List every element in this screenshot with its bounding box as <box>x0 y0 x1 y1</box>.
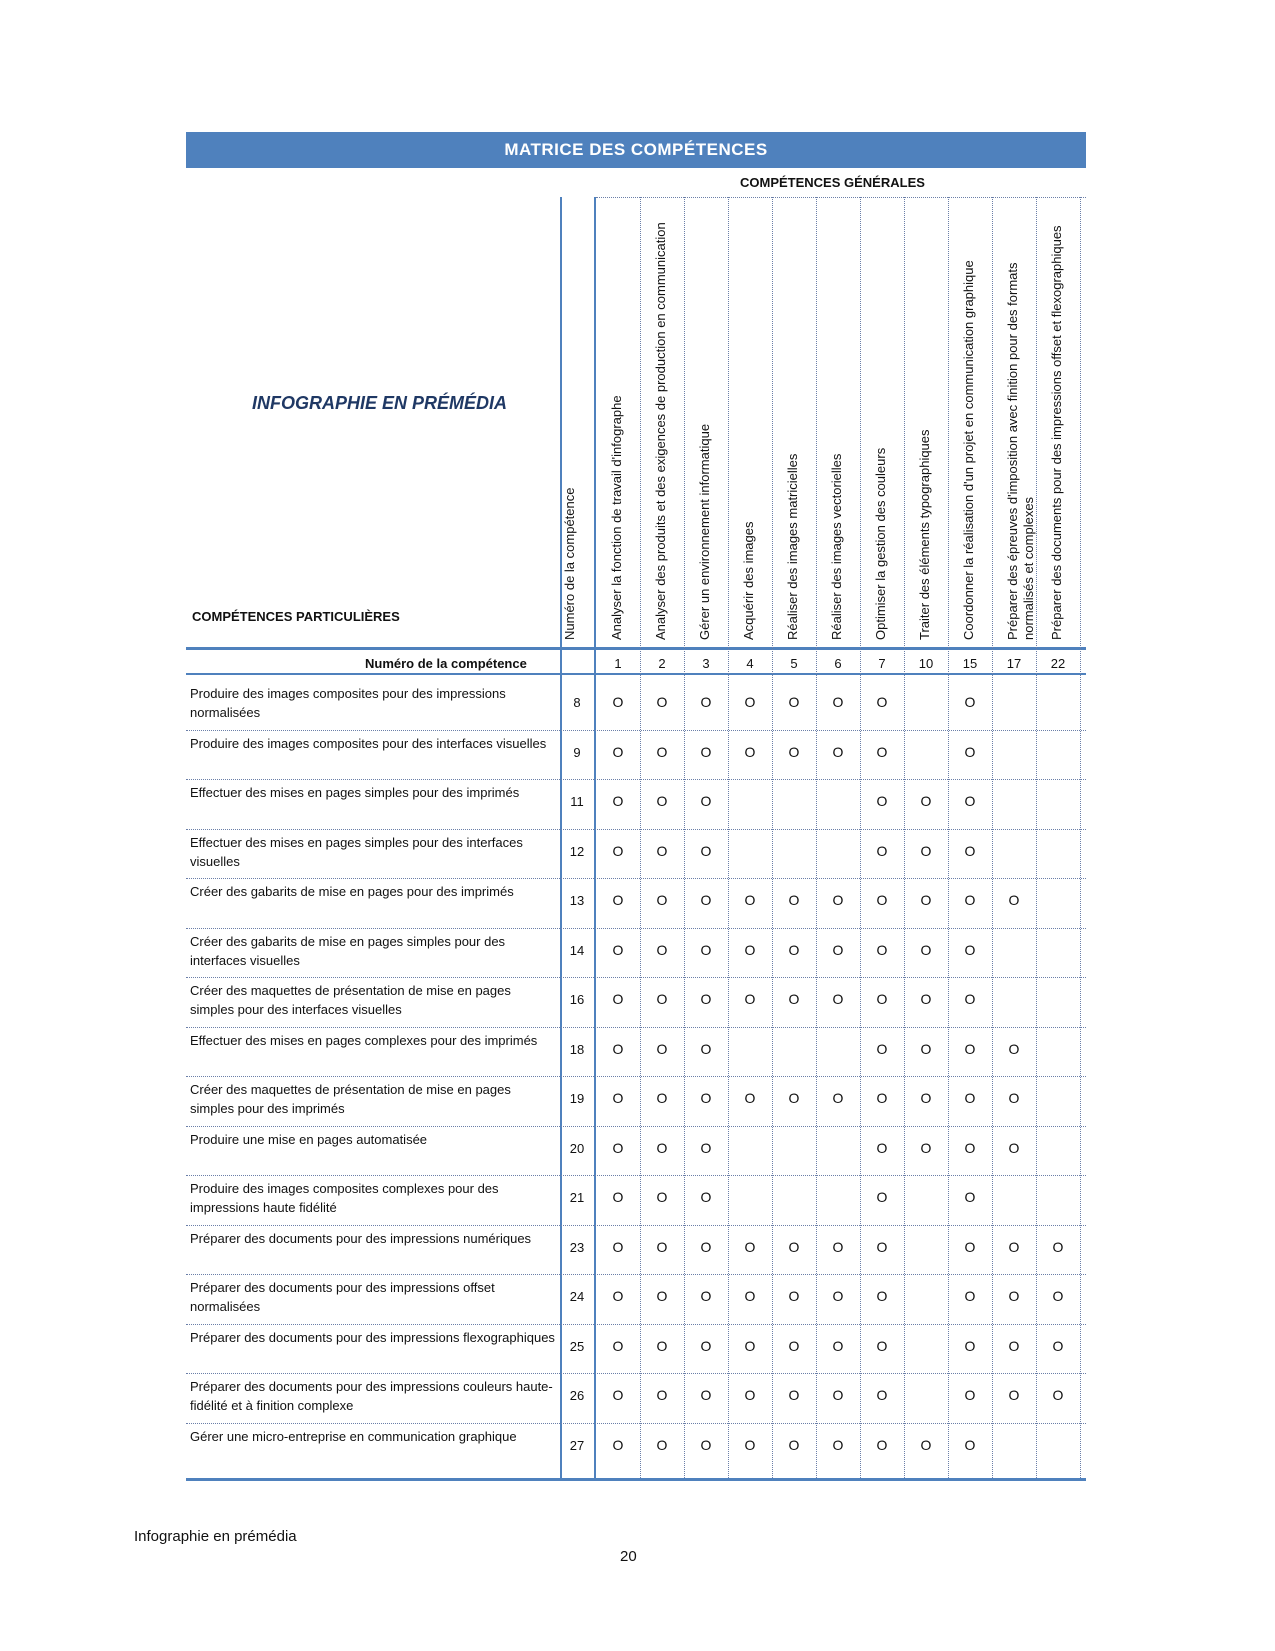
matrix-mark: O <box>1008 1387 1020 1403</box>
matrix-mark: O <box>744 1288 756 1304</box>
footer-page-number: 20 <box>620 1548 637 1565</box>
general-competency-number: 22 <box>1050 656 1066 671</box>
particular-competency-text: Produire des images composites pour des impressions normalisées <box>190 686 506 720</box>
matrix-mark: O <box>612 991 624 1007</box>
column-separator <box>684 197 685 1478</box>
matrix-mark: O <box>744 1090 756 1106</box>
particular-competency-text: Effectuer des mises en pages simples pour des imprimés <box>190 785 520 800</box>
matrix-mark: O <box>656 1387 668 1403</box>
matrix-mark: O <box>832 1337 844 1354</box>
matrix-mark: O <box>920 842 932 859</box>
matrix-mark: O <box>964 694 976 710</box>
matrix-mark: O <box>612 694 624 710</box>
matrix-mark: O <box>700 1337 712 1354</box>
particular-competency-number: 8 <box>573 695 581 710</box>
matrix-mark: O <box>920 892 932 908</box>
general-competency-label: Réaliser des images matricielles <box>785 453 800 640</box>
row-separator <box>186 1175 1086 1176</box>
matrix-mark: O <box>700 1238 712 1255</box>
matrix-mark: O <box>700 1288 712 1304</box>
general-competency-label: Analyser la fonction de travail d'infographe <box>609 395 624 640</box>
matrix-mark: O <box>656 1337 668 1354</box>
particular-competency-text: Effectuer des mises en pages simples pour des interfaces visuelles <box>190 834 523 869</box>
matrix-mark: O <box>876 1387 888 1403</box>
header-rule <box>186 647 1086 650</box>
matrix-mark: O <box>964 1090 976 1106</box>
matrix-mark: O <box>612 842 624 859</box>
matrix-mark: O <box>700 743 712 760</box>
matrix-mark: O <box>744 1387 756 1403</box>
particular-competency-number: 19 <box>569 1091 585 1106</box>
row-separator <box>186 1076 1086 1077</box>
general-competency-number: 10 <box>918 656 934 671</box>
general-competency-label: Traiter des éléments typographiques <box>917 429 932 640</box>
particular-competency-number: 23 <box>569 1239 585 1255</box>
matrix-mark: O <box>700 991 712 1007</box>
number-row-label: Numéro de la compétence <box>365 656 527 671</box>
matrix-mark: O <box>964 1436 976 1453</box>
matrix-mark: O <box>1008 1337 1020 1354</box>
row-separator <box>186 1027 1086 1028</box>
particular-competency-text: Produire une mise en pages automatisée <box>190 1131 428 1147</box>
matrix-mark: O <box>656 1288 668 1304</box>
matrix-mark: O <box>920 1090 932 1106</box>
matrix-mark: O <box>656 991 668 1007</box>
particular-competency-number: 21 <box>569 1190 585 1205</box>
matrix-mark: O <box>876 1337 888 1354</box>
matrix-mark: O <box>656 1189 668 1205</box>
number-column-left-rule <box>560 197 562 1478</box>
matrix-mark: O <box>876 1436 888 1453</box>
column-separator <box>772 197 773 1478</box>
number-column-right-rule <box>594 197 596 1478</box>
matrix-mark: O <box>788 1238 800 1255</box>
matrix-mark: O <box>964 842 976 859</box>
row-separator <box>186 779 1086 780</box>
matrix-mark: O <box>612 1436 624 1453</box>
document-title: INFOGRAPHIE EN PRÉMÉDIA <box>252 393 508 413</box>
particular-competency-text: Produire des images composites complexes pour des impressions haute fidélité <box>190 1181 499 1215</box>
matrix-mark: O <box>832 1436 844 1453</box>
particular-competency-text: Préparer des documents pour des impressions offset normalisées <box>190 1280 495 1314</box>
general-competency-number: 6 <box>834 656 842 671</box>
number-column-header: Numéro de la compétence <box>562 487 577 640</box>
matrix-mark: O <box>1008 892 1020 908</box>
column-separator <box>728 197 729 1478</box>
matrix-mark: O <box>964 1337 976 1354</box>
row-separator <box>186 1324 1086 1325</box>
particular-competency-number: 16 <box>569 992 585 1007</box>
particular-competency-text: Produire des images composites pour des interfaces visuelles <box>190 735 547 751</box>
matrix-mark: O <box>964 941 976 958</box>
matrix-mark: O <box>744 892 756 908</box>
general-competency-label: Réaliser des images vectorielles <box>829 453 844 640</box>
particular-competencies-header: COMPÉTENCES PARTICULIÈRES <box>192 609 400 624</box>
matrix-mark: O <box>656 941 668 958</box>
matrix-mark: O <box>964 743 976 760</box>
matrix-mark: O <box>656 892 668 908</box>
matrix-mark: O <box>832 892 844 908</box>
matrix-mark: O <box>964 1040 976 1057</box>
particular-competency-text: Préparer des documents pour des impressions flexographiques <box>190 1329 555 1345</box>
matrix-mark: O <box>744 991 756 1007</box>
matrix-mark: O <box>964 1387 976 1403</box>
general-competency-label: Préparer des épreuves d'imposition avec finition pour des formats normalisés et complexes <box>1005 262 1036 640</box>
particular-competency-text: Créer des gabarits de mise en pages simples pour des interfaces visuelles <box>190 933 506 968</box>
matrix-mark: O <box>656 842 668 859</box>
general-competency-label: Acquérir des images <box>741 521 756 640</box>
matrix-mark: O <box>612 1238 624 1255</box>
particular-competency-text: Créer des maquettes de présentation de mise en pages simples pour des imprimés <box>190 1082 511 1116</box>
matrix-mark: O <box>920 1040 932 1057</box>
matrix-mark: O <box>1052 1238 1064 1255</box>
matrix-mark: O <box>788 694 800 710</box>
matrix-mark: O <box>876 1189 888 1205</box>
column-separator <box>992 197 993 1478</box>
matrix-mark: O <box>1052 1288 1064 1304</box>
matrix-mark: O <box>876 793 888 809</box>
matrix-mark: O <box>920 793 932 809</box>
matrix-mark: O <box>920 991 932 1007</box>
matrix-mark: O <box>920 941 932 958</box>
matrix-mark: O <box>832 1387 844 1403</box>
column-separator <box>860 197 861 1478</box>
general-competency-number: 5 <box>790 656 798 671</box>
matrix-mark: O <box>656 1238 668 1255</box>
general-competency-number: 7 <box>878 656 886 671</box>
particular-competency-text: Préparer des documents pour des impressions numériques <box>190 1230 532 1246</box>
matrix-mark: O <box>876 1040 888 1057</box>
matrix-mark: O <box>876 892 888 908</box>
matrix-mark: O <box>788 991 800 1007</box>
matrix-mark: O <box>700 842 712 859</box>
matrix-mark: O <box>832 1090 844 1106</box>
matrix-mark: O <box>832 991 844 1007</box>
matrix-mark: O <box>744 743 756 760</box>
column-separator <box>816 197 817 1478</box>
matrix-mark: O <box>964 892 976 908</box>
matrix-mark: O <box>832 694 844 710</box>
row-separator <box>186 730 1086 731</box>
general-competency-label: Coordonner la réalisation d'un projet en communication graphique <box>961 260 976 640</box>
matrix-mark: O <box>876 1288 888 1304</box>
matrix-mark: O <box>700 1040 712 1057</box>
matrix-mark: O <box>744 941 756 958</box>
matrix-mark: O <box>1008 1139 1020 1156</box>
matrix-mark: O <box>700 694 712 710</box>
matrix-mark: O <box>656 1436 668 1453</box>
particular-competency-number: 18 <box>569 1041 585 1057</box>
general-competency-number: 4 <box>746 656 754 671</box>
matrix-mark: O <box>876 1139 888 1156</box>
general-competency-label: Gérer un environnement informatique <box>697 423 712 640</box>
matrix-mark: O <box>920 1436 932 1453</box>
table-bottom-rule <box>186 1478 1086 1481</box>
matrix-mark: O <box>876 1090 888 1106</box>
matrix-mark: O <box>788 941 800 958</box>
matrix-mark: O <box>1008 1288 1020 1304</box>
matrix-mark: O <box>744 1238 756 1255</box>
matrix-mark: O <box>832 941 844 958</box>
particular-competency-number: 14 <box>569 942 585 958</box>
particular-competency-number: 25 <box>569 1338 585 1354</box>
general-competency-number: 3 <box>702 656 710 671</box>
matrix-mark: O <box>656 793 668 809</box>
matrix-mark: O <box>612 1139 624 1156</box>
matrix-mark: O <box>612 892 624 908</box>
title-bar <box>186 132 1086 168</box>
row-separator <box>186 1126 1086 1127</box>
matrix-mark: O <box>788 1288 800 1304</box>
matrix-mark: O <box>744 1436 756 1453</box>
particular-competency-number: 26 <box>569 1388 585 1403</box>
matrix-mark: O <box>832 1288 844 1304</box>
general-competency-number: 17 <box>1006 656 1022 671</box>
general-competency-number: 1 <box>614 656 622 671</box>
row-separator <box>186 1274 1086 1275</box>
matrix-mark: O <box>964 1238 976 1255</box>
matrix-mark: O <box>612 1387 624 1403</box>
column-separator <box>640 197 641 1478</box>
matrix-mark: O <box>612 793 624 809</box>
matrix-mark: O <box>612 743 624 760</box>
matrix-mark: O <box>700 1189 712 1205</box>
matrix-mark: O <box>964 1139 976 1156</box>
matrix-mark: O <box>612 941 624 958</box>
matrix-mark: O <box>788 1090 800 1106</box>
particular-competency-text: Créer des maquettes de présentation de mise en pages simples pour des interfaces visuelles <box>190 983 511 1017</box>
row-separator <box>186 1373 1086 1374</box>
matrix-mark: O <box>876 842 888 859</box>
particular-competency-text: Gérer une micro-entreprise en communication graphique <box>190 1428 517 1444</box>
number-row-rule <box>186 673 1086 675</box>
row-separator <box>186 1225 1086 1226</box>
footer-program: Infographie en prémédia <box>134 1528 297 1545</box>
particular-competency-text: Effectuer des mises en pages complexes pour des imprimés <box>190 1032 538 1048</box>
general-competency-label: Préparer des documents pour des impressions offset et flexographiques <box>1049 225 1064 640</box>
matrix-mark: O <box>744 694 756 710</box>
particular-competency-number: 20 <box>569 1140 585 1156</box>
matrix-mark: O <box>832 1238 844 1255</box>
matrix-mark: O <box>700 793 712 809</box>
matrix-mark: O <box>964 1189 976 1205</box>
row-separator <box>186 928 1086 929</box>
general-competency-label: Analyser des produits et des exigences de production en communication <box>653 222 668 640</box>
matrix-mark: O <box>700 1139 712 1156</box>
matrix-mark: O <box>876 941 888 958</box>
particular-competency-number: 24 <box>569 1289 585 1304</box>
matrix-mark: O <box>920 1139 932 1156</box>
matrix-mark: O <box>832 743 844 760</box>
matrix-mark: O <box>788 1387 800 1403</box>
matrix-mark: O <box>1008 1238 1020 1255</box>
particular-competency-number: 12 <box>569 843 585 859</box>
matrix-mark: O <box>700 1436 712 1453</box>
matrix-mark: O <box>656 1040 668 1057</box>
matrix-mark: O <box>1008 1090 1020 1106</box>
matrix-mark: O <box>788 1337 800 1354</box>
matrix-mark: O <box>876 1238 888 1255</box>
matrix-mark: O <box>656 1139 668 1156</box>
matrix-mark: O <box>788 743 800 760</box>
general-header-rule <box>596 197 1086 198</box>
matrix-mark: O <box>788 1436 800 1453</box>
particular-competency-number: 13 <box>569 893 585 908</box>
matrix-mark: O <box>612 1040 624 1057</box>
matrix-mark: O <box>700 941 712 958</box>
matrix-mark: O <box>656 743 668 760</box>
matrix-mark: O <box>1008 1040 1020 1057</box>
matrix-mark: O <box>964 991 976 1007</box>
particular-competency-number: 11 <box>570 794 584 809</box>
matrix-mark: O <box>612 1288 624 1304</box>
matrix-mark: O <box>700 892 712 908</box>
matrix-mark: O <box>876 991 888 1007</box>
matrix-mark: O <box>612 1189 624 1205</box>
general-competency-number: 2 <box>658 656 666 671</box>
matrix-mark: O <box>700 1090 712 1106</box>
matrix-mark: O <box>964 793 976 809</box>
column-separator <box>948 197 949 1478</box>
matrix-title: MATRICE DES COMPÉTENCES <box>504 140 768 159</box>
matrix-mark: O <box>876 743 888 760</box>
matrix-mark: O <box>964 1288 976 1304</box>
matrix-mark: O <box>612 1337 624 1354</box>
matrix-mark: O <box>656 694 668 710</box>
particular-competency-number: 27 <box>569 1437 585 1453</box>
matrix-mark: O <box>788 892 800 908</box>
row-separator <box>186 878 1086 879</box>
matrix-mark: O <box>744 1337 756 1354</box>
matrix-mark: O <box>700 1387 712 1403</box>
matrix-mark: O <box>612 1090 624 1106</box>
general-competency-number: 15 <box>962 656 978 671</box>
particular-competency-text: Préparer des documents pour des impressions couleurs haute-fidélité et à finition complexe <box>190 1379 553 1413</box>
row-separator <box>186 977 1086 978</box>
row-separator <box>186 1423 1086 1424</box>
matrix-mark: O <box>656 1090 668 1106</box>
column-separator <box>1080 197 1081 1478</box>
matrix-mark: O <box>1052 1387 1064 1403</box>
general-competency-label: Optimiser la gestion des couleurs <box>873 447 888 640</box>
particular-competency-number: 9 <box>573 744 581 760</box>
particular-competency-text: Créer des gabarits de mise en pages pour des imprimés <box>190 884 514 899</box>
matrix-mark: O <box>876 694 888 710</box>
general-competencies-header: COMPÉTENCES GÉNÉRALES <box>740 175 925 190</box>
matrix-mark: O <box>1052 1337 1064 1354</box>
column-separator <box>904 197 905 1478</box>
row-separator <box>186 829 1086 830</box>
